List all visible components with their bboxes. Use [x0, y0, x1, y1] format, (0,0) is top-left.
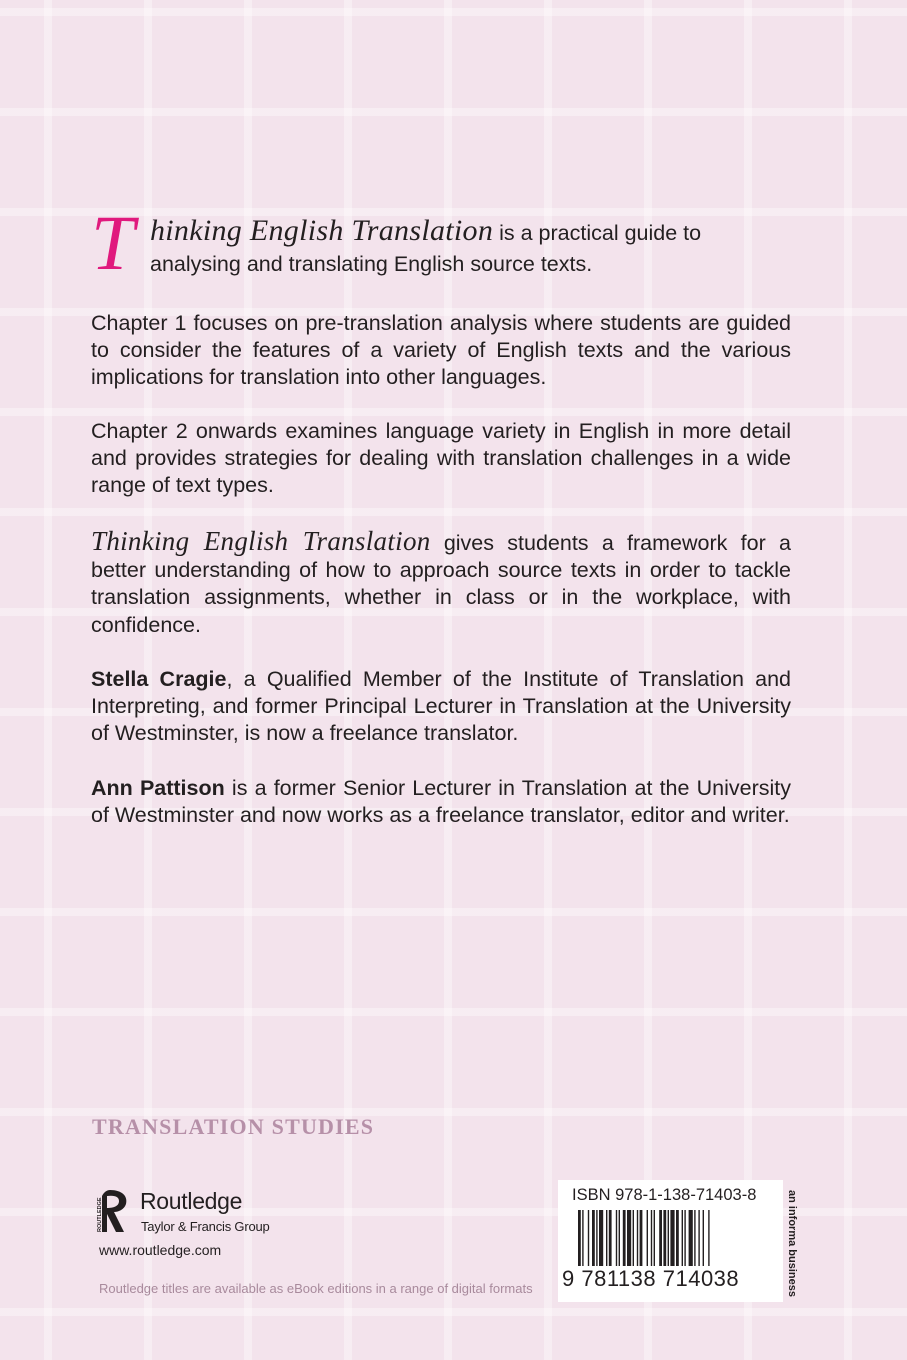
barcode-bar [698, 1210, 699, 1266]
routledge-logo-icon [98, 1186, 132, 1236]
svg-text:ROUTLEDGE: ROUTLEDGE [97, 1197, 103, 1232]
chapter2-paragraph: Chapter 2 onwards examines language variety in English in more detail and provides strategies for dealing with translation challenges in a wide range of text types. [91, 419, 791, 498]
barcode-bar [592, 1210, 595, 1266]
barcode-bar [689, 1210, 693, 1266]
book-title: hinking English Translation [150, 214, 494, 247]
barcode-bar [623, 1210, 626, 1266]
barcode-bar [703, 1210, 704, 1266]
barcode-bar [694, 1210, 695, 1266]
barcode-bar [708, 1210, 709, 1266]
barcode-bar [609, 1210, 612, 1266]
barcode-icon [578, 1210, 768, 1266]
barcode-bar [668, 1210, 669, 1266]
barcode-bar [663, 1210, 666, 1266]
book-title-inline: Thinking English Translation [91, 526, 431, 556]
barcode-bar [654, 1210, 655, 1266]
publisher-group: Taylor & Francis Group [141, 1219, 270, 1234]
barcode-bar [637, 1210, 638, 1266]
ebook-note: Routledge titles are available as eBook editions in a range of digital formats [99, 1281, 533, 1296]
barcode-bar [659, 1210, 662, 1266]
barcode-bar [606, 1210, 607, 1266]
series-label: TRANSLATION STUDIES [92, 1114, 375, 1139]
barcode-block [558, 1180, 783, 1302]
author-bio-1: Stella Cragie, a Qualified Member of the Institute of Translation and Interpreting, and former Principal Lecturer in Translation at the University of Westminster, is now a freelance translator. [91, 667, 792, 746]
barcode-bar [582, 1210, 583, 1266]
barcode-bar [647, 1210, 648, 1266]
summary-paragraph: Thinking English Translation gives students a framework for a better understanding of how to approach source texts in order to tackle translation assignments, whether in class or in the workplace, with confidence. [91, 526, 791, 637]
intro-line-2: analysing and translating English source texts. [150, 252, 593, 276]
isbn-label: ISBN 978-1-138-71403-8 [572, 1186, 757, 1204]
publisher-name: Routledge [140, 1188, 243, 1214]
barcode-bar [619, 1210, 620, 1266]
author-bio-2: Ann Pattison is a former Senior Lecturer in Translation at the University of Westminster and now works as a freelance translator, editor and writer. [91, 776, 791, 828]
barcode-bar [640, 1210, 643, 1266]
barcode-bar [682, 1210, 683, 1266]
barcode-bar [627, 1210, 631, 1266]
author-name-2: Ann Pattison [91, 776, 225, 800]
barcode-bar [599, 1210, 603, 1266]
author-name-1: Stella Cragie [91, 667, 227, 691]
intro-line-1-text: is a practical guide to [493, 221, 702, 245]
barcode-bar [588, 1210, 589, 1266]
barcode-bar [633, 1210, 634, 1266]
intro-line-1 [150, 214, 791, 248]
barcode-bar [684, 1210, 685, 1266]
barcode-bar [596, 1210, 597, 1266]
informa-tagline: an informa business [786, 1190, 798, 1297]
barcode-digits: 9 781138 714038 [562, 1266, 740, 1291]
barcode-bar [578, 1210, 581, 1266]
barcode-bar [616, 1210, 617, 1266]
barcode-bar [651, 1210, 652, 1266]
publisher-url: www.routledge.com [99, 1242, 222, 1258]
drop-cap: T [91, 199, 135, 286]
barcode-bar [670, 1210, 674, 1266]
chapter1-paragraph: Chapter 1 focuses on pre-translation analysis where students are guided to consider the features of a variety of English texts and the various implications for translation into other languages. [91, 311, 791, 390]
barcode-bar [676, 1210, 679, 1266]
